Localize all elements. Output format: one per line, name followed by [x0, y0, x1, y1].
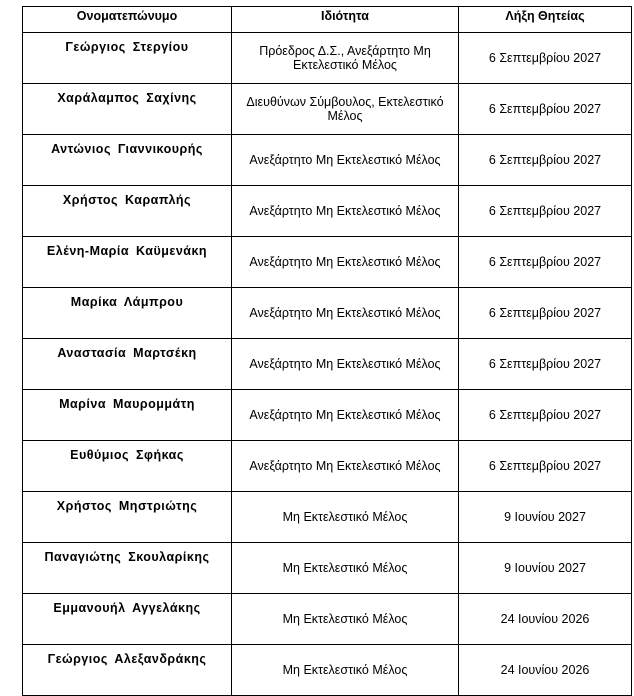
header-role: Ιδιότητα: [232, 7, 459, 33]
table-row: [23, 645, 632, 696]
member-name: Γεώργιος Αλεξανδράκης: [23, 645, 232, 696]
member-role: Ανεξάρτητο Μη Εκτελεστικό Μέλος: [232, 135, 459, 186]
member-term-end: 6 Σεπτεμβρίου 2027: [459, 33, 632, 84]
table-row: [23, 492, 632, 543]
member-term-end: 6 Σεπτεμβρίου 2027: [459, 237, 632, 288]
member-role: Μη Εκτελεστικό Μέλος: [232, 594, 459, 645]
member-term-end: 6 Σεπτεμβρίου 2027: [459, 288, 632, 339]
table-row: [23, 441, 632, 492]
table-row: [23, 33, 632, 84]
table-header-row: [23, 7, 632, 33]
member-role: Μη Εκτελεστικό Μέλος: [232, 645, 459, 696]
member-name: Μαρίνα Μαυρομμάτη: [23, 390, 232, 441]
member-name: Χαράλαμπος Σαχίνης: [23, 84, 232, 135]
table-row: [23, 594, 632, 645]
member-term-end: 6 Σεπτεμβρίου 2027: [459, 339, 632, 390]
table-row: [23, 135, 632, 186]
member-name: Αναστασία Μαρτσέκη: [23, 339, 232, 390]
member-role: Ανεξάρτητο Μη Εκτελεστικό Μέλος: [232, 237, 459, 288]
member-name: Ευθύμιος Σφήκας: [23, 441, 232, 492]
member-role: Ανεξάρτητο Μη Εκτελεστικό Μέλος: [232, 441, 459, 492]
member-role: Πρόεδρος Δ.Σ., Ανεξάρτητο Μη Εκτελεστικό Μέλος: [232, 33, 459, 84]
table-row: [23, 84, 632, 135]
member-role: Μη Εκτελεστικό Μέλος: [232, 543, 459, 594]
member-name: Παναγιώτης Σκουλαρίκης: [23, 543, 232, 594]
member-term-end: 6 Σεπτεμβρίου 2027: [459, 441, 632, 492]
member-term-end: 6 Σεπτεμβρίου 2027: [459, 390, 632, 441]
member-role: Ανεξάρτητο Μη Εκτελεστικό Μέλος: [232, 390, 459, 441]
member-name: Εμμανουήλ Αγγελάκης: [23, 594, 232, 645]
table-row: [23, 339, 632, 390]
member-name: Ελένη-Μαρία Καϋμενάκη: [23, 237, 232, 288]
member-term-end: 24 Ιουνίου 2026: [459, 594, 632, 645]
member-name: Χρήστος Καραπλής: [23, 186, 232, 237]
member-name: Γεώργιος Στεργίου: [23, 33, 232, 84]
member-role: Ανεξάρτητο Μη Εκτελεστικό Μέλος: [232, 288, 459, 339]
table-row: [23, 186, 632, 237]
member-term-end: 6 Σεπτεμβρίου 2027: [459, 186, 632, 237]
header-term-end: Λήξη Θητείας: [459, 7, 632, 33]
member-name: Αντώνιος Γιαννικουρής: [23, 135, 232, 186]
member-role: Ανεξάρτητο Μη Εκτελεστικό Μέλος: [232, 339, 459, 390]
table-body: [23, 33, 632, 696]
table-row: [23, 288, 632, 339]
member-role: Ανεξάρτητο Μη Εκτελεστικό Μέλος: [232, 186, 459, 237]
table-row: [23, 237, 632, 288]
member-role: Μη Εκτελεστικό Μέλος: [232, 492, 459, 543]
header-name: Ονοματεπώνυμο: [23, 7, 232, 33]
member-role: Διευθύνων Σύμβουλος, Εκτελεστικό Μέλος: [232, 84, 459, 135]
board-members-table: [22, 6, 632, 696]
member-term-end: 6 Σεπτεμβρίου 2027: [459, 84, 632, 135]
member-term-end: 24 Ιουνίου 2026: [459, 645, 632, 696]
member-name: Μαρίκα Λάμπρου: [23, 288, 232, 339]
member-name: Χρήστος Μηστριώτης: [23, 492, 232, 543]
member-term-end: 9 Ιουνίου 2027: [459, 492, 632, 543]
member-term-end: 9 Ιουνίου 2027: [459, 543, 632, 594]
table-row: [23, 543, 632, 594]
member-term-end: 6 Σεπτεμβρίου 2027: [459, 135, 632, 186]
table-row: [23, 390, 632, 441]
